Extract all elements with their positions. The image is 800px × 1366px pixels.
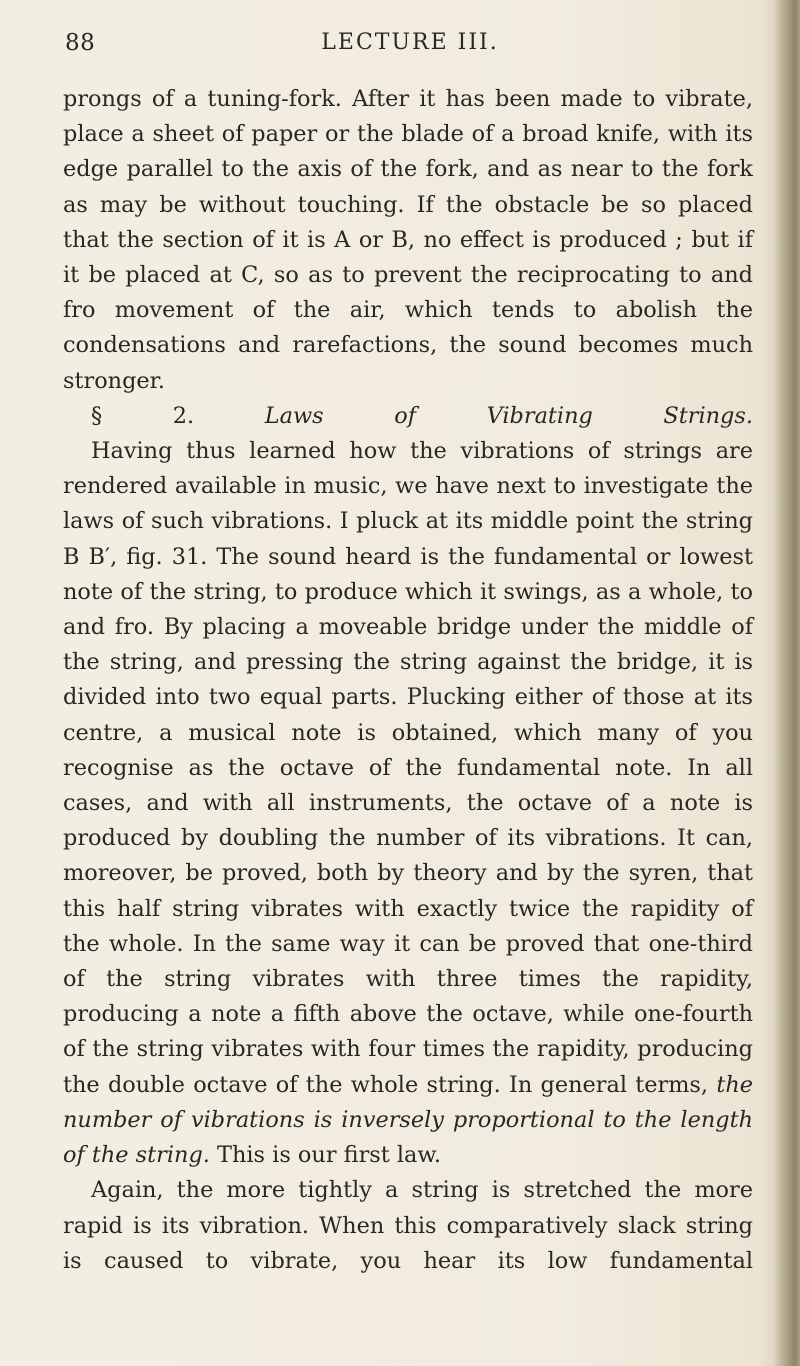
section-heading [63,399,753,434]
page-number: 88 [65,30,96,56]
body-text [63,82,753,1279]
paragraph-continuation: prongs of a tuning-fork. After it has been made to vibrate, place a sheet of paper or the blade of a broad knife, with its edge parallel to the axis of the fork, and as near to the fork as may be without touching. If the obstacle be so placed that the section of it is A or B, no effect is produced ; but if it be placed at C, so as to prevent the reciprocating to and fro movement of the air, which tends to abolish the condensations and rarefactions, the sound becomes much stronger. [63,86,753,394]
section-number: § 2. [91,402,195,429]
section-title: Laws of Vibrating Strings. [264,402,753,429]
page-header [65,30,755,60]
paragraph-tension: Again, the more tightly a string is stretched the more rapid is its vibration. When this comparatively slack string is caused to vibrate, you hear its low fundamental [63,1177,753,1274]
running-head: LECTURE III. [321,30,499,55]
first-law-statement: the number of vibrations is inversely proportional to the length of the string. [63,1071,753,1169]
paragraph-laws-text: Having thus learned how the vibrations of strings are rendered available in music, we have next to investigate the laws of such vibrations. I pluck at its middle point the string B B′, fig. 31. The sound heard is the fundamental or lowest note of the string, to produce which it swings, as a whole, to and fro. By placing a moveable bridge under the middle of the string, and pressing the string against the bridge, it is divided into two equal parts. Plucking either of those at its centre, a musical note is obtained, which many of you recognise as the octave of the fundamental note. In all cases, and with all instruments, the octave of a note is produced by doubling the number of its vibrations. It can, moreover, be proved, both by theory and by the syren, that this half string vibrates with exactly twice the rapidity of the whole. In the same way it can be proved that one-third of the string vibrates with three times the rapidity, producing a note a fifth above the octave, while one-fourth of the string vibrates with four times the rapidity, producing the double octave of the whole string. In general terms, [63,438,753,1098]
paragraph-laws-closing: This is our first law. [217,1142,442,1169]
paragraph-laws [63,434,753,1173]
page-edge-shadow [774,0,800,1366]
